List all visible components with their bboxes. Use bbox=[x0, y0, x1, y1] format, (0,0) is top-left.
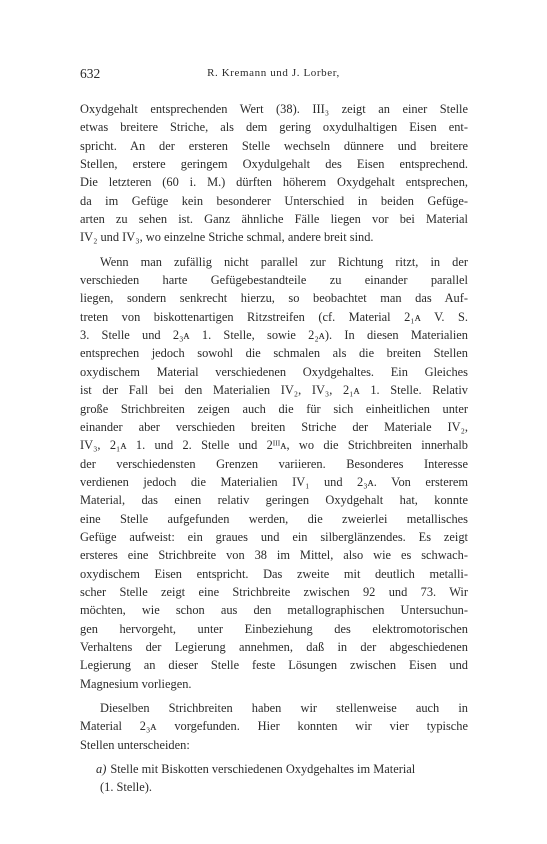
text-line: Stellen unterscheiden: bbox=[80, 737, 190, 752]
text-line: spricht. An der ersteren Stelle wechseln dünnere und breitere bbox=[80, 138, 468, 153]
text-line: ist der Fall bei den Materialien IV₂, IV₃, 2₁ᴀ 1. Stelle. Relativ bbox=[80, 383, 468, 398]
text-line: Wenn man zufällig nicht parallel zur Richtung ritzt, in der bbox=[100, 254, 468, 269]
text-line: oxydischem Eisen entspricht. Das zweite mit deutlich metalli- bbox=[80, 566, 468, 581]
text-line: entsprechen jedoch sowohl die schmalen als die breiten Stellen bbox=[80, 346, 468, 361]
text-line: Verhaltens der Legierung annehmen, daß in der abgeschiedenen bbox=[80, 639, 468, 654]
text-line: IV₃, 2₁ᴀ 1. und 2. Stelle und 2ᴵᴵᴵᴀ, wo die Strichbreiten innerhalb bbox=[80, 438, 468, 453]
text-body bbox=[80, 100, 468, 797]
text-line: verschieden harte Gefügebestandteile zu einander parallel bbox=[80, 273, 468, 288]
text-line: einander aber verschieden breiten Striche der Materiale IV₂, bbox=[80, 419, 468, 434]
text-line: möchten, wie schon aus den metallographischen Untersuchun- bbox=[80, 603, 468, 618]
text-line: liegen, sondern senkrecht hierzu, so beobachtet man das Auf- bbox=[80, 291, 468, 306]
text-line: gen hervorgeht, unter Einbeziehung des elektromotorischen bbox=[80, 621, 468, 636]
list-item-line: (1. Stelle). bbox=[100, 780, 152, 795]
text-line: große Strichbreiten zeigen auch die für sich einheitlichen unter bbox=[80, 401, 468, 416]
text-line: der verschiedensten Grenzen variieren. Besonderes Interesse bbox=[80, 456, 468, 471]
text-line: IV₂ und IV₃, wo einzelne Striche schmal, andere breit sind. bbox=[80, 230, 374, 245]
text-line: Dieselben Strichbreiten haben wir stellenweise auch in bbox=[100, 701, 468, 715]
text-line: etwas breitere Striche, als dem gering oxydulhaltigen Eisen ent- bbox=[80, 120, 468, 135]
text-line: scher Stelle zeigt eine Strichbreite zwischen 92 und 73. Wir bbox=[80, 584, 468, 599]
list-item-line bbox=[80, 760, 468, 778]
text-line: Gefüge aufweist: ein graues und ein silberglänzendes. Es zeigt bbox=[80, 529, 468, 544]
text-line: Legierung an dieser Stelle feste Lösungen zwischen Eisen und bbox=[80, 658, 468, 673]
text-line: 3. Stelle und 2₃ᴀ 1. Stelle, sowie 2₂ᴀ). In diesen Materialien bbox=[80, 328, 468, 343]
running-head: R. Kremann und J. Lorber, bbox=[207, 67, 340, 79]
paragraph-3 bbox=[80, 699, 468, 754]
text-line: verdienen jedoch die Materialien IV₁ und 2₃ᴀ. Von ersterem bbox=[80, 474, 468, 489]
text-line: Oxydgehalt entsprechenden Wert (38). III₃ zeigt an einer Stelle bbox=[80, 102, 468, 116]
text-line: ersteres eine Strichbreite von 38 im Mittel, also wie es schwach- bbox=[80, 548, 468, 563]
list-item-a bbox=[80, 760, 468, 797]
list-item-text: Stelle mit Biskotten verschiedenen Oxydgehaltes im Material bbox=[110, 762, 416, 777]
text-line: Material, das einen relativ geringen Oxydgehalt hat, konnte bbox=[80, 493, 468, 508]
text-line: Stellen, erstere geringem Oxydulgehalt des Eisen entsprechend. bbox=[80, 157, 468, 172]
text-line: arten zu sehen ist. Ganz ähnliche Fälle liegen vor bei Material bbox=[80, 212, 468, 227]
list-marker: a) bbox=[96, 762, 107, 777]
text-line: eine Stelle aufgefunden werden, die zweierlei metallisches bbox=[80, 511, 468, 526]
text-line: oxydischem Material verschiedenen Oxydgehaltes. Ein Gleiches bbox=[80, 364, 468, 379]
text-line: da im Gefüge kein besonderer Unterschied in beiden Gefüge- bbox=[80, 193, 468, 208]
page-number: 632 bbox=[80, 66, 101, 81]
text-line: treten von biskottenartigen Ritzstreifen (cf. Material 2₁ᴀ V. S. bbox=[80, 309, 468, 324]
paragraph-2 bbox=[80, 253, 468, 693]
paragraph-1 bbox=[80, 100, 468, 247]
page-header bbox=[80, 66, 467, 84]
text-line: Material 2₃ᴀ vorgefunden. Hier konnten wir vier typische bbox=[80, 719, 468, 734]
text-line: Magnesium vorliegen. bbox=[80, 676, 192, 691]
text-line: Die letzteren (60 i. M.) dürften höherem Oxydgehalt entsprechen, bbox=[80, 175, 468, 190]
